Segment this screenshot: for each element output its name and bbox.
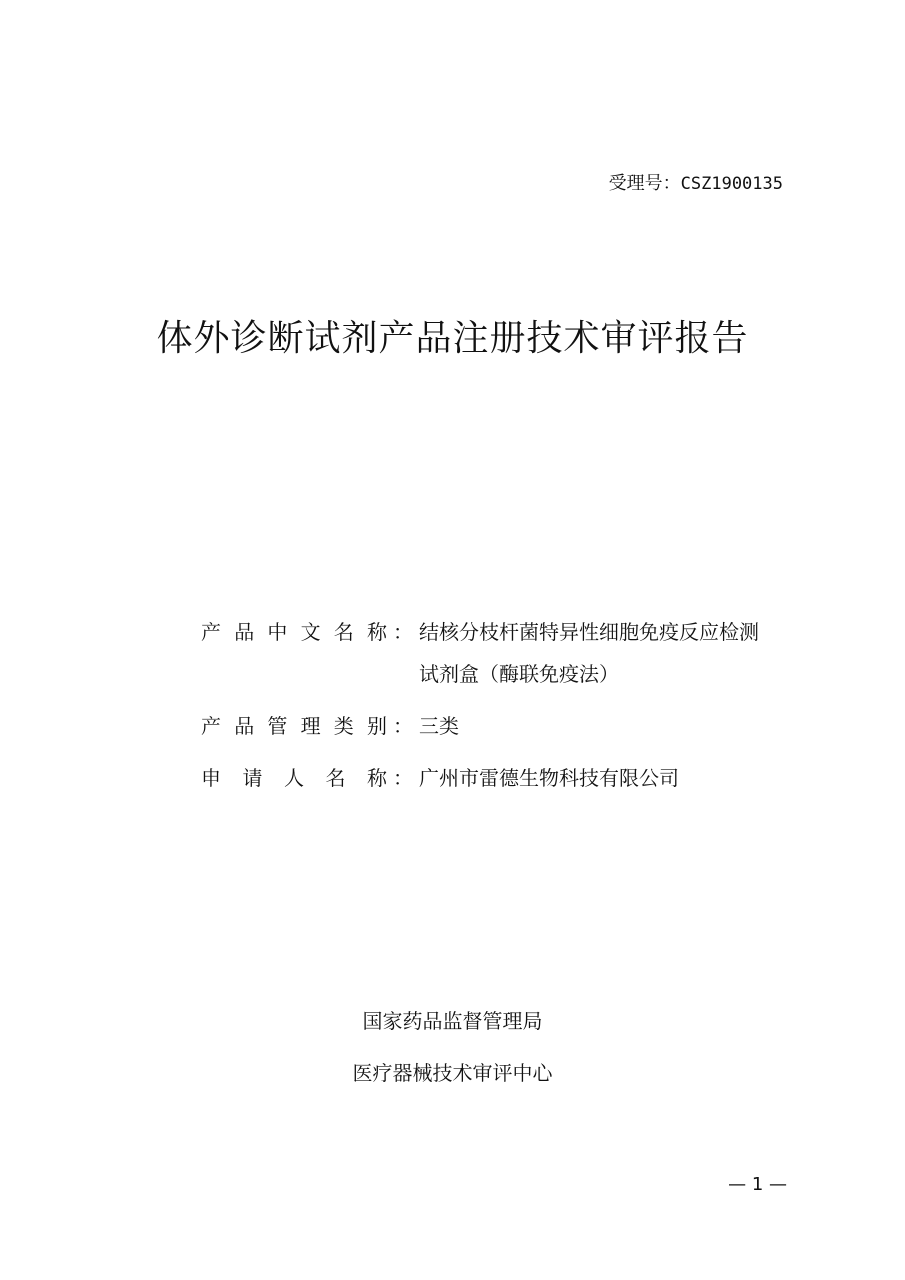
label-char: 称 [367, 766, 387, 790]
label-char: 称 [366, 620, 387, 644]
acceptance-number: CSZ1900135 [680, 174, 783, 194]
issuer-line-1: 国家药品监督管理局 [362, 1009, 543, 1033]
label-char: 名 [333, 620, 354, 644]
acceptance-label: 受理号： [608, 173, 681, 194]
field-management-category [201, 709, 764, 747]
field-label [201, 761, 387, 795]
label-char: 人 [284, 766, 304, 790]
field-value: 三类 [419, 714, 459, 738]
label-char: 申 [201, 766, 221, 790]
field-colon: ： [393, 766, 413, 790]
field-value: 结核分枝杆菌特异性细胞免疫反应检测试剂盒（酶联免疫法） [419, 620, 759, 686]
label-char: 产 [201, 714, 221, 738]
field-colon: ： [393, 620, 413, 644]
label-char: 别 [366, 714, 387, 738]
field-value: 广州市雷德生物科技有限公司 [419, 766, 679, 790]
field-label [201, 709, 387, 743]
label-char: 品 [234, 714, 255, 738]
product-info [201, 615, 764, 813]
acceptance-number-line [609, 172, 783, 196]
label-char: 理 [300, 714, 321, 738]
label-char: 中 [267, 620, 288, 644]
field-product-name [201, 615, 764, 695]
label-char: 品 [234, 620, 255, 644]
label-char: 产 [201, 620, 221, 644]
issuer-line-2: 医疗器械技术审评中心 [352, 1061, 553, 1085]
field-colon: ： [393, 714, 413, 738]
field-label [201, 615, 387, 649]
label-char: 管 [267, 714, 288, 738]
label-char: 请 [242, 766, 263, 790]
page-number: — 1 — [728, 1174, 787, 1195]
label-char: 名 [325, 766, 346, 790]
label-char: 类 [333, 714, 354, 738]
label-char: 文 [300, 620, 321, 644]
issuing-authority [0, 995, 905, 1099]
field-applicant-name [201, 761, 764, 799]
report-title: 体外诊断试剂产品注册技术审评报告 [156, 318, 749, 359]
